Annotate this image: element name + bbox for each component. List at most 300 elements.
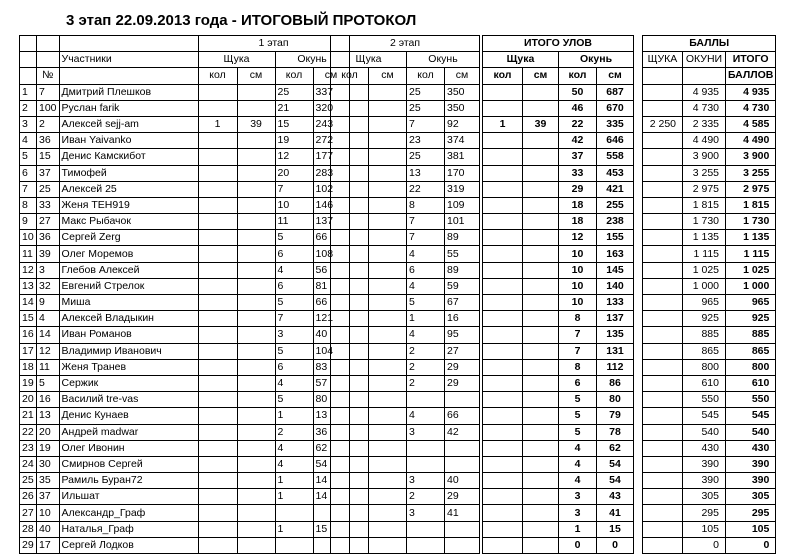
participant-name-cell: Дмитрий Плешков (59, 84, 198, 100)
total-perch-cm-cell: 421 (597, 181, 634, 197)
participant-name-cell: Олег Ивонин (59, 440, 198, 456)
table-row (643, 181, 776, 197)
total-pike-cm-cell (523, 311, 559, 327)
total-perch-cm-cell: 80 (597, 392, 634, 408)
points-perch-cell: 0 (683, 537, 726, 553)
place-cell: 6 (20, 165, 37, 181)
table-row (643, 311, 776, 327)
stage2-pike-count-cell (331, 278, 369, 294)
stage1-perch-cm-cell: 102 (313, 181, 349, 197)
stage2-pike-cm-cell (369, 311, 407, 327)
stage2-pike-count-cell (331, 359, 369, 375)
table-row (643, 100, 776, 116)
stage1-pike-count-cell (198, 197, 237, 213)
total-pike-cm-cell (523, 359, 559, 375)
table-row (643, 473, 776, 489)
total-pike-count-cell (483, 214, 523, 230)
stage2-perch-cm-cell: 89 (445, 262, 480, 278)
stage1-pike-count-cell (198, 149, 237, 165)
stage2-perch-cm-cell (445, 392, 480, 408)
table-row (20, 343, 350, 359)
stage2-perch-cm-cell: 55 (445, 246, 480, 262)
table-row (483, 392, 634, 408)
total-perch-count-cell: 10 (559, 295, 597, 311)
stage2-perch-cm-cell: 59 (445, 278, 480, 294)
stage2-pike-count-cell (331, 246, 369, 262)
stage2-pike-count-cell (331, 197, 369, 213)
stage1-pike-count-cell (198, 214, 237, 230)
number-cell: 10 (37, 505, 60, 521)
points-pike-cell (643, 84, 683, 100)
number-cell: 15 (37, 149, 60, 165)
blank-cell (20, 52, 37, 68)
points-perch-cell: 550 (683, 392, 726, 408)
stage1-perch-count-cell: 4 (275, 456, 313, 472)
points-pike-cell (643, 375, 683, 391)
participant-name-cell: Руслан farik (59, 100, 198, 116)
table-row (643, 375, 776, 391)
total-pike-count-cell (483, 424, 523, 440)
stage1-perch-cm-cell: 62 (313, 440, 349, 456)
points-perch-cell: 4 730 (683, 100, 726, 116)
stage2-perch-count-cell: 4 (407, 327, 445, 343)
participant-name-cell: Иван Yaivanko (59, 133, 198, 149)
stage2-pike-count-cell (331, 456, 369, 472)
place-cell: 20 (20, 392, 37, 408)
table-row (331, 246, 480, 262)
stage2-perch-cm-cell (445, 521, 480, 537)
blank-cell (37, 52, 60, 68)
stage1-pike-count-cell (198, 408, 237, 424)
stage2-pike-count-cell (331, 440, 369, 456)
stage1-pike-cm-cell (237, 230, 275, 246)
stage2-perch-count-cell: 8 (407, 197, 445, 213)
points-total-cell: 550 (726, 392, 776, 408)
place-cell: 17 (20, 343, 37, 359)
table-row (643, 505, 776, 521)
total-perch-cm-cell: 131 (597, 343, 634, 359)
stage2-pike-cm-cell (369, 149, 407, 165)
points-total-cell: 540 (726, 424, 776, 440)
stage2-perch-header: Окунь (407, 52, 480, 68)
stage2-perch-cm-cell (445, 456, 480, 472)
stage1-perch-count-cell: 20 (275, 165, 313, 181)
stage2-pike-count-cell (331, 327, 369, 343)
total-perch-cm-cell: 558 (597, 149, 634, 165)
stage1-pike-cm-cell (237, 537, 275, 553)
place-cell: 22 (20, 424, 37, 440)
points-total-cell: 430 (726, 440, 776, 456)
stage1-perch-cm-cell: 320 (313, 100, 349, 116)
points-perch-cell: 610 (683, 375, 726, 391)
stage1-perch-cm-cell: 13 (313, 408, 349, 424)
stage1-pike-cm-cell (237, 473, 275, 489)
stage1-pike-cm-cell (237, 408, 275, 424)
stage1-perch-cm-cell: 108 (313, 246, 349, 262)
table-row (20, 489, 350, 505)
count-header: кол (559, 68, 597, 84)
stage2-perch-count-cell: 4 (407, 278, 445, 294)
stage1-pike-cm-cell (237, 149, 275, 165)
participant-name-cell: Тимофей (59, 165, 198, 181)
stage1-pike-header: Щука (198, 52, 275, 68)
table-row (483, 489, 634, 505)
table-row (483, 165, 634, 181)
table-row (331, 311, 480, 327)
stage2-pike-cm-cell (369, 116, 407, 132)
total-perch-cm-cell: 62 (597, 440, 634, 456)
stage2-pike-header: Щука (331, 52, 407, 68)
stage1-perch-cm-cell: 137 (313, 214, 349, 230)
stage1-perch-count-cell: 10 (275, 197, 313, 213)
table-row (331, 343, 480, 359)
stage2-pike-cm-cell (369, 375, 407, 391)
stage1-perch-count-cell: 2 (275, 424, 313, 440)
total-pike-cm-cell (523, 295, 559, 311)
total-pike-cm-cell (523, 327, 559, 343)
stage1-pike-cm-cell (237, 197, 275, 213)
stage1-pike-count-cell (198, 100, 237, 116)
points-perch-cell: 1 135 (683, 230, 726, 246)
blank-cell (20, 36, 37, 52)
total-pike-count-cell (483, 311, 523, 327)
points-total-cell: 4 490 (726, 133, 776, 149)
total-pike-count-cell: 1 (483, 116, 523, 132)
number-cell: 3 (37, 262, 60, 278)
points-pike-cell (643, 489, 683, 505)
count-header: кол (407, 68, 445, 84)
table-row (20, 424, 350, 440)
participant-name-cell: Алексей 25 (59, 181, 198, 197)
stage1-pike-cm-cell (237, 214, 275, 230)
stage1-pike-cm-cell (237, 133, 275, 149)
total-pike-count-cell (483, 537, 523, 553)
place-cell: 18 (20, 359, 37, 375)
stage2-perch-count-cell: 25 (407, 100, 445, 116)
stage1-perch-cm-cell: 272 (313, 133, 349, 149)
stage2-perch-cm-cell: 319 (445, 181, 480, 197)
total-perch-cm-cell: 163 (597, 246, 634, 262)
points-pike-cell (643, 149, 683, 165)
stage1-perch-count-cell: 5 (275, 230, 313, 246)
stage1-perch-header: Окунь (275, 52, 349, 68)
table-row (483, 424, 634, 440)
stage2-pike-cm-cell (369, 473, 407, 489)
number-cell: 13 (37, 408, 60, 424)
participant-name-cell: Денис Кунаев (59, 408, 198, 424)
stage2-pike-count-cell (331, 116, 369, 132)
number-cell: 4 (37, 311, 60, 327)
table-row (20, 327, 350, 343)
stage2-pike-cm-cell (369, 521, 407, 537)
table-row (20, 181, 350, 197)
points-perch-cell: 1 025 (683, 262, 726, 278)
stage2-pike-count-cell (331, 311, 369, 327)
stage2-pike-cm-cell (369, 181, 407, 197)
stage1-perch-cm-cell: 15 (313, 521, 349, 537)
total-perch-cm-cell: 335 (597, 116, 634, 132)
stage1-pike-count-cell (198, 295, 237, 311)
table-row (643, 133, 776, 149)
table-row (483, 375, 634, 391)
points-perch-cell: 1 730 (683, 214, 726, 230)
points-pike-cell (643, 311, 683, 327)
table-row (20, 408, 350, 424)
place-cell: 13 (20, 278, 37, 294)
stage1-perch-cm-cell: 14 (313, 489, 349, 505)
points-pike-cell: 2 250 (643, 116, 683, 132)
table-row (643, 197, 776, 213)
stage2-pike-cm-cell (369, 489, 407, 505)
total-perch-cm-cell: 133 (597, 295, 634, 311)
total-perch-cm-cell: 54 (597, 473, 634, 489)
points-total-cell: 105 (726, 521, 776, 537)
points-pike-cell (643, 505, 683, 521)
points-total-cell: 925 (726, 311, 776, 327)
stage1-pike-cm-cell (237, 375, 275, 391)
points-pike-cell (643, 230, 683, 246)
stage2-pike-cm-cell (369, 84, 407, 100)
stage2-perch-count-cell: 4 (407, 408, 445, 424)
table-row (331, 440, 480, 456)
stage2-pike-count-cell (331, 408, 369, 424)
points-perch-cell: 925 (683, 311, 726, 327)
table-row (331, 149, 480, 165)
stage1-pike-cm-cell (237, 295, 275, 311)
total-perch-count-cell: 7 (559, 327, 597, 343)
stage1-pike-count-cell (198, 392, 237, 408)
stage1-perch-cm-cell: 177 (313, 149, 349, 165)
total-perch-count-cell: 4 (559, 440, 597, 456)
table-row (643, 149, 776, 165)
stage2-perch-cm-cell: 95 (445, 327, 480, 343)
stage1-perch-cm-cell: 283 (313, 165, 349, 181)
total-perch-cm-cell: 137 (597, 311, 634, 327)
place-cell: 27 (20, 505, 37, 521)
total-perch-count-cell: 5 (559, 392, 597, 408)
total-perch-count-cell: 50 (559, 84, 597, 100)
number-cell: 30 (37, 456, 60, 472)
points-table (642, 35, 776, 554)
stage1-perch-count-cell: 1 (275, 489, 313, 505)
total-pike-cm-cell (523, 392, 559, 408)
number-cell: 27 (37, 214, 60, 230)
total-pike-cm-cell (523, 100, 559, 116)
stage1-perch-count-cell (275, 505, 313, 521)
place-cell: 23 (20, 440, 37, 456)
place-cell: 4 (20, 133, 37, 149)
place-cell: 25 (20, 473, 37, 489)
table-row (20, 505, 350, 521)
total-catch-header: ИТОГО УЛОВ (483, 36, 634, 52)
total-pike-cm-cell (523, 473, 559, 489)
table-row (20, 278, 350, 294)
stage1-perch-cm-cell: 80 (313, 392, 349, 408)
blank-cell (643, 68, 683, 84)
stage1-perch-cm-cell: 14 (313, 473, 349, 489)
points-perch-cell: 800 (683, 359, 726, 375)
points-total-subheader: БАЛЛОВ (726, 68, 776, 84)
table-row (331, 359, 480, 375)
stage2-pike-count-cell (331, 214, 369, 230)
table-row (643, 165, 776, 181)
number-cell: 36 (37, 133, 60, 149)
participant-name-cell: Рамиль Буран72 (59, 473, 198, 489)
place-cell: 10 (20, 230, 37, 246)
table-row (331, 165, 480, 181)
stage2-pike-cm-cell (369, 343, 407, 359)
table-row (20, 392, 350, 408)
total-pike-cm-cell (523, 489, 559, 505)
stage2-perch-cm-cell: 170 (445, 165, 480, 181)
points-perch-cell: 105 (683, 521, 726, 537)
table-row (20, 230, 350, 246)
cm-header: см (597, 68, 634, 84)
participant-name-cell: Денис Камскибот (59, 149, 198, 165)
total-perch-count-cell: 6 (559, 375, 597, 391)
points-pike-cell (643, 327, 683, 343)
total-pike-count-cell (483, 262, 523, 278)
points-perch-cell: 865 (683, 343, 726, 359)
table-row (483, 116, 634, 132)
points-pike-cell (643, 197, 683, 213)
total-pike-count-cell (483, 197, 523, 213)
points-perch-cell: 390 (683, 456, 726, 472)
total-pike-cm-cell (523, 165, 559, 181)
table-row (643, 84, 776, 100)
participant-name-cell: Олег Моремов (59, 246, 198, 262)
total-pike-cm-cell (523, 262, 559, 278)
table-row (20, 133, 350, 149)
stage2-perch-count-cell: 3 (407, 473, 445, 489)
points-total-cell: 865 (726, 343, 776, 359)
stage1-perch-count-cell: 21 (275, 100, 313, 116)
total-perch-cm-cell: 41 (597, 505, 634, 521)
stage2-perch-cm-cell: 350 (445, 84, 480, 100)
stage1-pike-cm-cell (237, 327, 275, 343)
total-pike-count-cell (483, 165, 523, 181)
participant-name-cell: Евгений Стрелок (59, 278, 198, 294)
stage2-perch-count-cell: 3 (407, 505, 445, 521)
stage1-perch-count-cell: 1 (275, 408, 313, 424)
stage2-perch-count-cell: 2 (407, 375, 445, 391)
points-pike-cell (643, 181, 683, 197)
stage1-perch-count-cell: 1 (275, 521, 313, 537)
points-total-cell: 3 900 (726, 149, 776, 165)
points-perch-cell: 305 (683, 489, 726, 505)
stage1-pike-cm-cell: 39 (237, 116, 275, 132)
stage1-perch-count-cell: 6 (275, 359, 313, 375)
number-cell: 25 (37, 181, 60, 197)
participant-name-cell: Глебов Алексей (59, 262, 198, 278)
total-pike-count-cell (483, 100, 523, 116)
place-cell: 29 (20, 537, 37, 553)
points-total-cell: 1 000 (726, 278, 776, 294)
total-perch-cm-cell: 453 (597, 165, 634, 181)
stage1-perch-count-cell: 4 (275, 262, 313, 278)
stage1-pike-count-cell (198, 489, 237, 505)
stage2-pike-count-cell (331, 375, 369, 391)
points-total-header: ИТОГО (726, 52, 776, 68)
points-perch-cell: 3 255 (683, 165, 726, 181)
stage2-pike-count-cell (331, 133, 369, 149)
number-cell: 35 (37, 473, 60, 489)
cm-header: см (237, 68, 275, 84)
table-row (20, 149, 350, 165)
stage1-pike-count-cell (198, 359, 237, 375)
participant-name-cell: Макс Рыбачок (59, 214, 198, 230)
stage1-perch-cm-cell: 66 (313, 230, 349, 246)
stage2-pike-cm-cell (369, 408, 407, 424)
total-perch-cm-cell: 255 (597, 197, 634, 213)
stage1-pike-count-cell (198, 521, 237, 537)
points-pike-cell (643, 343, 683, 359)
stage1-perch-count-cell: 5 (275, 343, 313, 359)
number-cell: 39 (37, 246, 60, 262)
stage1-pike-cm-cell (237, 262, 275, 278)
total-perch-cm-cell: 112 (597, 359, 634, 375)
points-pike-cell (643, 392, 683, 408)
cm-header: см (313, 68, 349, 84)
number-cell: 7 (37, 84, 60, 100)
stage2-pike-cm-cell (369, 424, 407, 440)
table-row (20, 84, 350, 100)
total-pike-count-cell (483, 278, 523, 294)
total-pike-count-cell (483, 230, 523, 246)
points-total-cell: 1 135 (726, 230, 776, 246)
total-pike-count-cell (483, 133, 523, 149)
stage1-perch-count-cell: 15 (275, 116, 313, 132)
cm-header: см (445, 68, 480, 84)
count-header: кол (275, 68, 313, 84)
points-pike-header: ЩУКА (643, 52, 683, 68)
stage2-pike-cm-cell (369, 392, 407, 408)
table-row (643, 295, 776, 311)
points-perch-cell: 4 490 (683, 133, 726, 149)
total-pike-count-cell (483, 327, 523, 343)
total-pike-count-cell (483, 440, 523, 456)
table-row (331, 84, 480, 100)
stage2-perch-count-cell: 2 (407, 489, 445, 505)
points-perch-cell: 545 (683, 408, 726, 424)
stage2-pike-count-cell (331, 100, 369, 116)
participant-name-cell: Алексей sejj-am (59, 116, 198, 132)
total-perch-count-cell: 4 (559, 473, 597, 489)
total-pike-cm-cell (523, 505, 559, 521)
total-perch-count-cell: 10 (559, 262, 597, 278)
table-row (331, 116, 480, 132)
stage2-pike-count-cell (331, 343, 369, 359)
stage1-pike-cm-cell (237, 456, 275, 472)
stage1-perch-cm-cell: 121 (313, 311, 349, 327)
stage2-perch-cm-cell: 101 (445, 214, 480, 230)
total-perch-count-cell: 3 (559, 489, 597, 505)
stage1-perch-count-cell (275, 537, 313, 553)
table-row (643, 424, 776, 440)
participant-name-cell: Сержик (59, 375, 198, 391)
stage2-pike-count-cell (331, 489, 369, 505)
table-row (20, 311, 350, 327)
total-perch-cm-cell: 43 (597, 489, 634, 505)
total-pike-cm-cell (523, 246, 559, 262)
points-pike-cell (643, 424, 683, 440)
total-perch-count-cell: 5 (559, 424, 597, 440)
total-perch-count-cell: 0 (559, 537, 597, 553)
number-cell: 16 (37, 392, 60, 408)
points-pike-cell (643, 473, 683, 489)
points-perch-cell: 4 935 (683, 84, 726, 100)
count-header: кол (483, 68, 523, 84)
